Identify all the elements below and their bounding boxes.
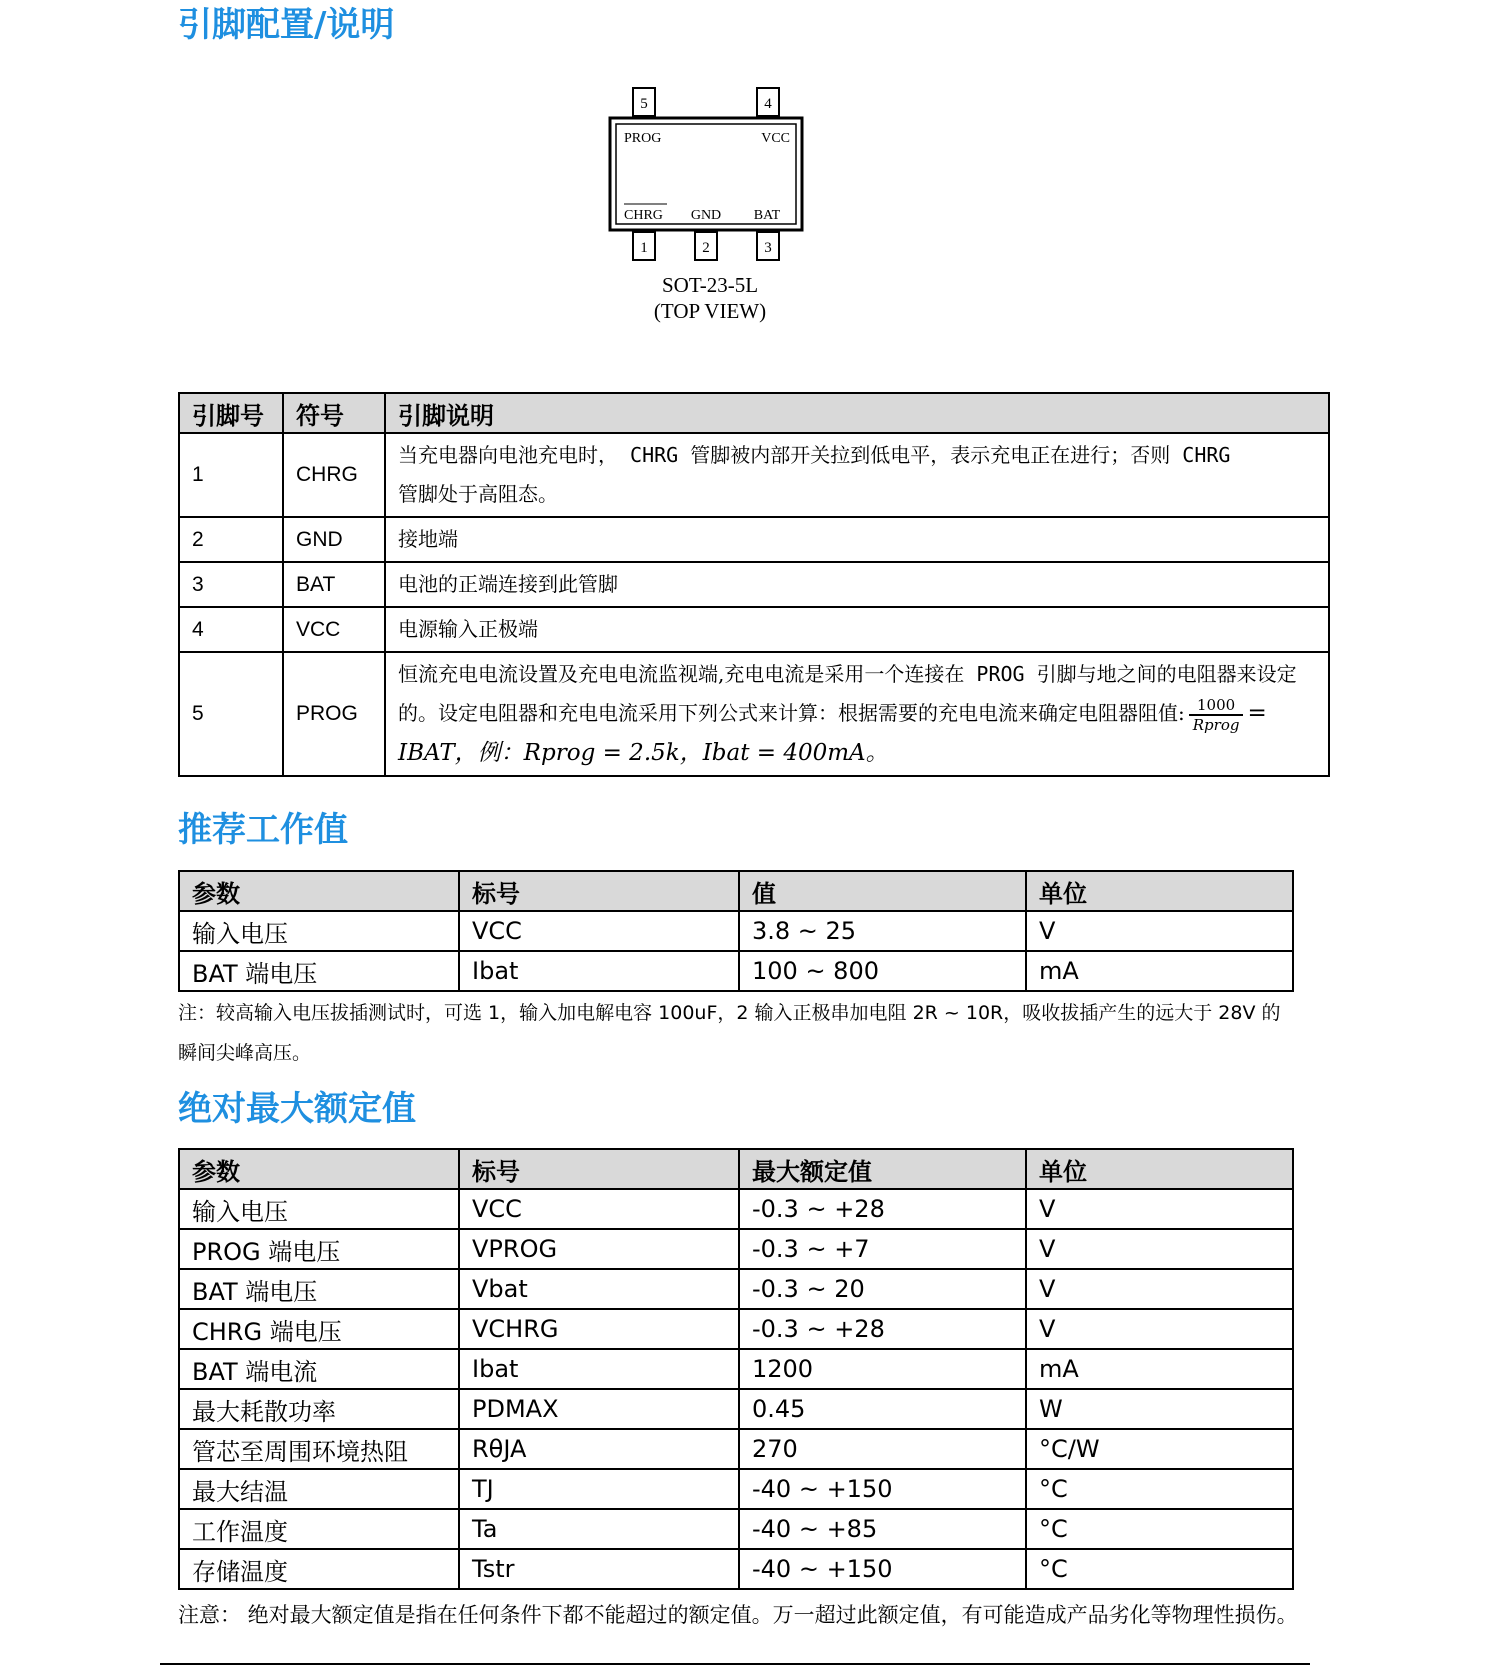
symbol-cell: PDMAX	[459, 1389, 739, 1429]
table-row	[179, 1469, 1293, 1509]
value-cell: -0.3 ~ +28	[739, 1309, 1026, 1349]
table-row	[179, 1349, 1293, 1389]
symbol-cell: RθJA	[459, 1429, 739, 1469]
symbol-cell: Vbat	[459, 1269, 739, 1309]
symbol-cell: Tstr	[459, 1549, 739, 1589]
param-cell: PROG 端电压	[179, 1229, 459, 1269]
label-bat: BAT	[753, 208, 781, 223]
value-cell: 270	[739, 1429, 1026, 1469]
footer-rule	[160, 1663, 1310, 1665]
value-cell: -0.3 ~ +28	[739, 1189, 1026, 1229]
pin-2	[695, 232, 717, 260]
table-row	[179, 1309, 1293, 1349]
section-title-pin-config: 引脚配置/说明	[178, 5, 395, 45]
pin-symbol: CHRG	[283, 433, 385, 517]
header-pin-number: 引脚号	[179, 393, 283, 433]
table-header-row	[179, 393, 1329, 433]
absolute-max-note: 注意： 绝对最大额定值是指在任何条件下都不能超过的额定值。万一超过此额定值，有可能造成产品劣化等物理性损伤。	[178, 1603, 1298, 1627]
param-cell: BAT 端电压	[179, 1269, 459, 1309]
symbol-cell: TJ	[459, 1469, 739, 1509]
param-cell: 输入电压	[179, 1189, 459, 1229]
table-row	[179, 1389, 1293, 1429]
pin-symbol: BAT	[283, 562, 385, 607]
pin-description: 恒流充电电流设置及充电电流监视端,充电电流是采用一个连接在 PROG 引脚与地之间的电阻器来设定的。设定电阻器和充电电流采用下列公式来计算：根据需要的充电电流来确定电阻器阻值: $\frac{1000}{\text{Rprog}}$ = IBAT，例：Rprog = 2.5k，Ibat = 400mA。	[385, 652, 1329, 776]
value-cell: 1200	[739, 1349, 1026, 1389]
table-row	[179, 562, 1329, 607]
unit-cell: W	[1026, 1389, 1293, 1429]
header-symbol: 标号	[459, 1149, 739, 1189]
symbol-cell: VPROG	[459, 1229, 739, 1269]
absolute-max-table	[178, 1148, 1294, 1590]
sot23-package-diagram	[600, 84, 820, 264]
unit-cell: V	[1026, 1189, 1293, 1229]
symbol-cell: VCHRG	[459, 1309, 739, 1349]
label-gnd: GND	[690, 208, 722, 223]
header-parameter: 参数	[179, 871, 459, 911]
unit-cell: °C	[1026, 1469, 1293, 1509]
pin-number: 3	[179, 562, 283, 607]
header-description: 引脚说明	[385, 393, 1329, 433]
pin-1	[633, 232, 655, 260]
value-cell: -40 ~ +85	[739, 1509, 1026, 1549]
section-title-recommended: 推荐工作值	[178, 810, 348, 850]
unit-cell: °C	[1026, 1549, 1293, 1589]
table-row	[179, 1509, 1293, 1549]
pin-4-number: 4	[764, 96, 772, 112]
unit-cell: V	[1026, 911, 1293, 951]
table-row	[179, 607, 1329, 652]
value-cell: -40 ~ +150	[739, 1549, 1026, 1589]
unit-cell: mA	[1026, 1349, 1293, 1389]
pin-3	[757, 232, 779, 260]
table-row	[179, 1269, 1293, 1309]
pin-number: 2	[179, 517, 283, 562]
value-cell: -40 ~ +150	[739, 1469, 1026, 1509]
pin-2-number: 2	[702, 240, 710, 256]
pin-description: 接地端	[385, 517, 1329, 562]
value-cell: 100 ~ 800	[739, 951, 1026, 991]
unit-cell: V	[1026, 1269, 1293, 1309]
table-header-row	[179, 1149, 1293, 1189]
symbol-cell: Ibat	[459, 951, 739, 991]
param-cell: BAT 端电压	[179, 951, 459, 991]
table-row	[179, 1549, 1293, 1589]
pin-1-number: 1	[640, 240, 648, 256]
param-cell: CHRG 端电压	[179, 1309, 459, 1349]
param-cell: 管芯至周围环境热阻	[179, 1429, 459, 1469]
package-caption-name: SOT-23-5L	[661, 273, 759, 297]
unit-cell: °C	[1026, 1509, 1293, 1549]
header-symbol: 符号	[283, 393, 385, 433]
param-cell: 最大结温	[179, 1469, 459, 1509]
pin-number: 1	[179, 433, 283, 517]
param-cell: 存储温度	[179, 1549, 459, 1589]
unit-cell: V	[1026, 1309, 1293, 1349]
header-parameter: 参数	[179, 1149, 459, 1189]
table-row	[179, 652, 1329, 776]
header-symbol: 标号	[459, 871, 739, 911]
table-row	[179, 951, 1293, 991]
recommended-values-table	[178, 870, 1294, 992]
pin-symbol: GND	[283, 517, 385, 562]
param-cell: 最大耗散功率	[179, 1389, 459, 1429]
formula-text: = IBAT，例：Rprog = 2.5k，Ibat = 400mA。	[398, 700, 1267, 766]
pin-description: 当充电器向电池充电时， CHRG 管脚被内部开关拉到低电平，表示充电正在进行；否则 CHRG 管脚处于高阻态。	[385, 433, 1329, 517]
unit-cell: °C/W	[1026, 1429, 1293, 1469]
recommended-note: 注：较高输入电压拔插测试时，可选 1，输入加电解电容 100uF，2 输入正极串加电阻 2R ~ 10R，吸收拔插产生的远大于 28V 的瞬间尖峰高压。	[178, 1002, 1281, 1064]
pin-5-number: 5	[640, 96, 648, 112]
value-cell: 3.8 ~ 25	[739, 911, 1026, 951]
header-unit: 单位	[1026, 871, 1293, 911]
table-header-row	[179, 871, 1293, 911]
value-cell: -0.3 ~ 20	[739, 1269, 1026, 1309]
table-row	[179, 517, 1329, 562]
table-row	[179, 1189, 1293, 1229]
pin-description-table	[178, 392, 1330, 777]
pin-symbol: PROG	[283, 652, 385, 776]
value-cell: 0.45	[739, 1389, 1026, 1429]
symbol-cell: Ibat	[459, 1349, 739, 1389]
table-row	[179, 433, 1329, 517]
pin-symbol: VCC	[283, 607, 385, 652]
unit-cell: V	[1026, 1229, 1293, 1269]
symbol-cell: Ta	[459, 1509, 739, 1549]
table-row	[179, 911, 1293, 951]
value-cell: -0.3 ~ +7	[739, 1229, 1026, 1269]
package-caption-view: (TOP VIEW)	[653, 299, 767, 323]
label-prog: PROG	[624, 131, 662, 146]
pin-number: 4	[179, 607, 283, 652]
symbol-cell: VCC	[459, 1189, 739, 1229]
param-cell: 工作温度	[179, 1509, 459, 1549]
table-row	[179, 1429, 1293, 1469]
label-vcc: VCC	[761, 131, 790, 146]
table-row	[179, 1229, 1293, 1269]
unit-cell: mA	[1026, 951, 1293, 991]
symbol-cell: VCC	[459, 911, 739, 951]
header-max-rating: 最大额定值	[739, 1149, 1026, 1189]
header-value: 值	[739, 871, 1026, 911]
pin-description: 电池的正端连接到此管脚	[385, 562, 1329, 607]
pin-4	[757, 88, 779, 116]
section-title-abs-max: 绝对最大额定值	[178, 1089, 416, 1129]
pin-3-number: 3	[764, 240, 772, 256]
formula-fraction: $\frac{1000}{\text{Rprog}}$	[1189, 696, 1244, 734]
pin-description: 电源输入正极端	[385, 607, 1329, 652]
param-cell: BAT 端电流	[179, 1349, 459, 1389]
param-cell: 输入电压	[179, 911, 459, 951]
pin-5	[633, 88, 655, 116]
label-chrg: CHRG	[624, 208, 663, 223]
header-unit: 单位	[1026, 1149, 1293, 1189]
pin-number: 5	[179, 652, 283, 776]
